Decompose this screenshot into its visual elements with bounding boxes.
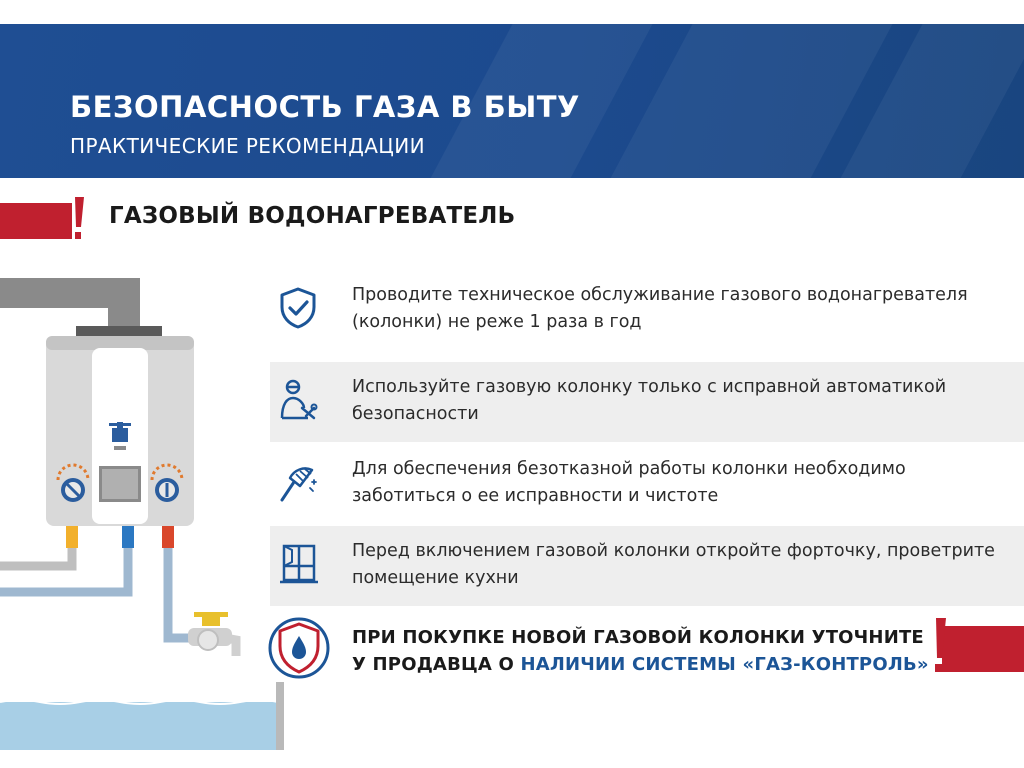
faucet-icon xyxy=(188,612,236,656)
tip-item xyxy=(270,526,1024,606)
page-title: БЕЗОПАСНОСТЬ ГАЗА В БЫТУ xyxy=(70,90,580,124)
shield-check-icon xyxy=(278,286,318,330)
window-vent-icon xyxy=(278,542,318,586)
tip-text: Проводите техническое обслуживание газового водонагревателя (колонки) не реже 1 раза в год xyxy=(352,285,968,332)
gas-control-callout xyxy=(352,624,952,678)
callout-line xyxy=(352,651,952,678)
tip-text: Используйте газовую колонку только с исправной автоматикой безопасности xyxy=(352,377,947,424)
page-subtitle: ПРАКТИЧЕСКИЕ РЕКОМЕНДАЦИИ xyxy=(70,134,425,158)
exclamation-icon xyxy=(72,197,84,243)
gas-control-shield-icon xyxy=(268,614,330,682)
tip-item xyxy=(270,444,1024,524)
tip-item xyxy=(270,362,1024,442)
section-title: ГАЗОВЫЙ ВОДОНАГРЕВАТЕЛЬ xyxy=(109,203,516,229)
callout-line: ПРИ ПОКУПКЕ НОВОЙ ГАЗОВОЙ КОЛОНКИ УТОЧНИТЕ xyxy=(352,627,924,648)
callout-line-prefix: У ПРОДАВЦА О xyxy=(352,654,521,675)
tip-item xyxy=(270,270,1024,350)
tip-text: Для обеспечения безотказной работы колонки необходимо заботиться о ее исправности и чистоте xyxy=(352,459,906,506)
exclamation-icon xyxy=(932,618,946,676)
callout-highlight: НАЛИЧИИ СИСТЕМЫ «ГАЗ-КОНТРОЛЬ» xyxy=(520,654,929,675)
tip-text: Перед включением газовой колонки откройте форточку, проветрите помещение кухни xyxy=(352,541,995,588)
water-heater-illustration xyxy=(0,270,290,750)
header-banner xyxy=(0,24,1024,178)
cleaning-brush-icon xyxy=(278,460,318,504)
section-accent-bar xyxy=(0,203,72,239)
technician-icon xyxy=(278,378,318,422)
callout-accent-bar xyxy=(942,626,1024,672)
